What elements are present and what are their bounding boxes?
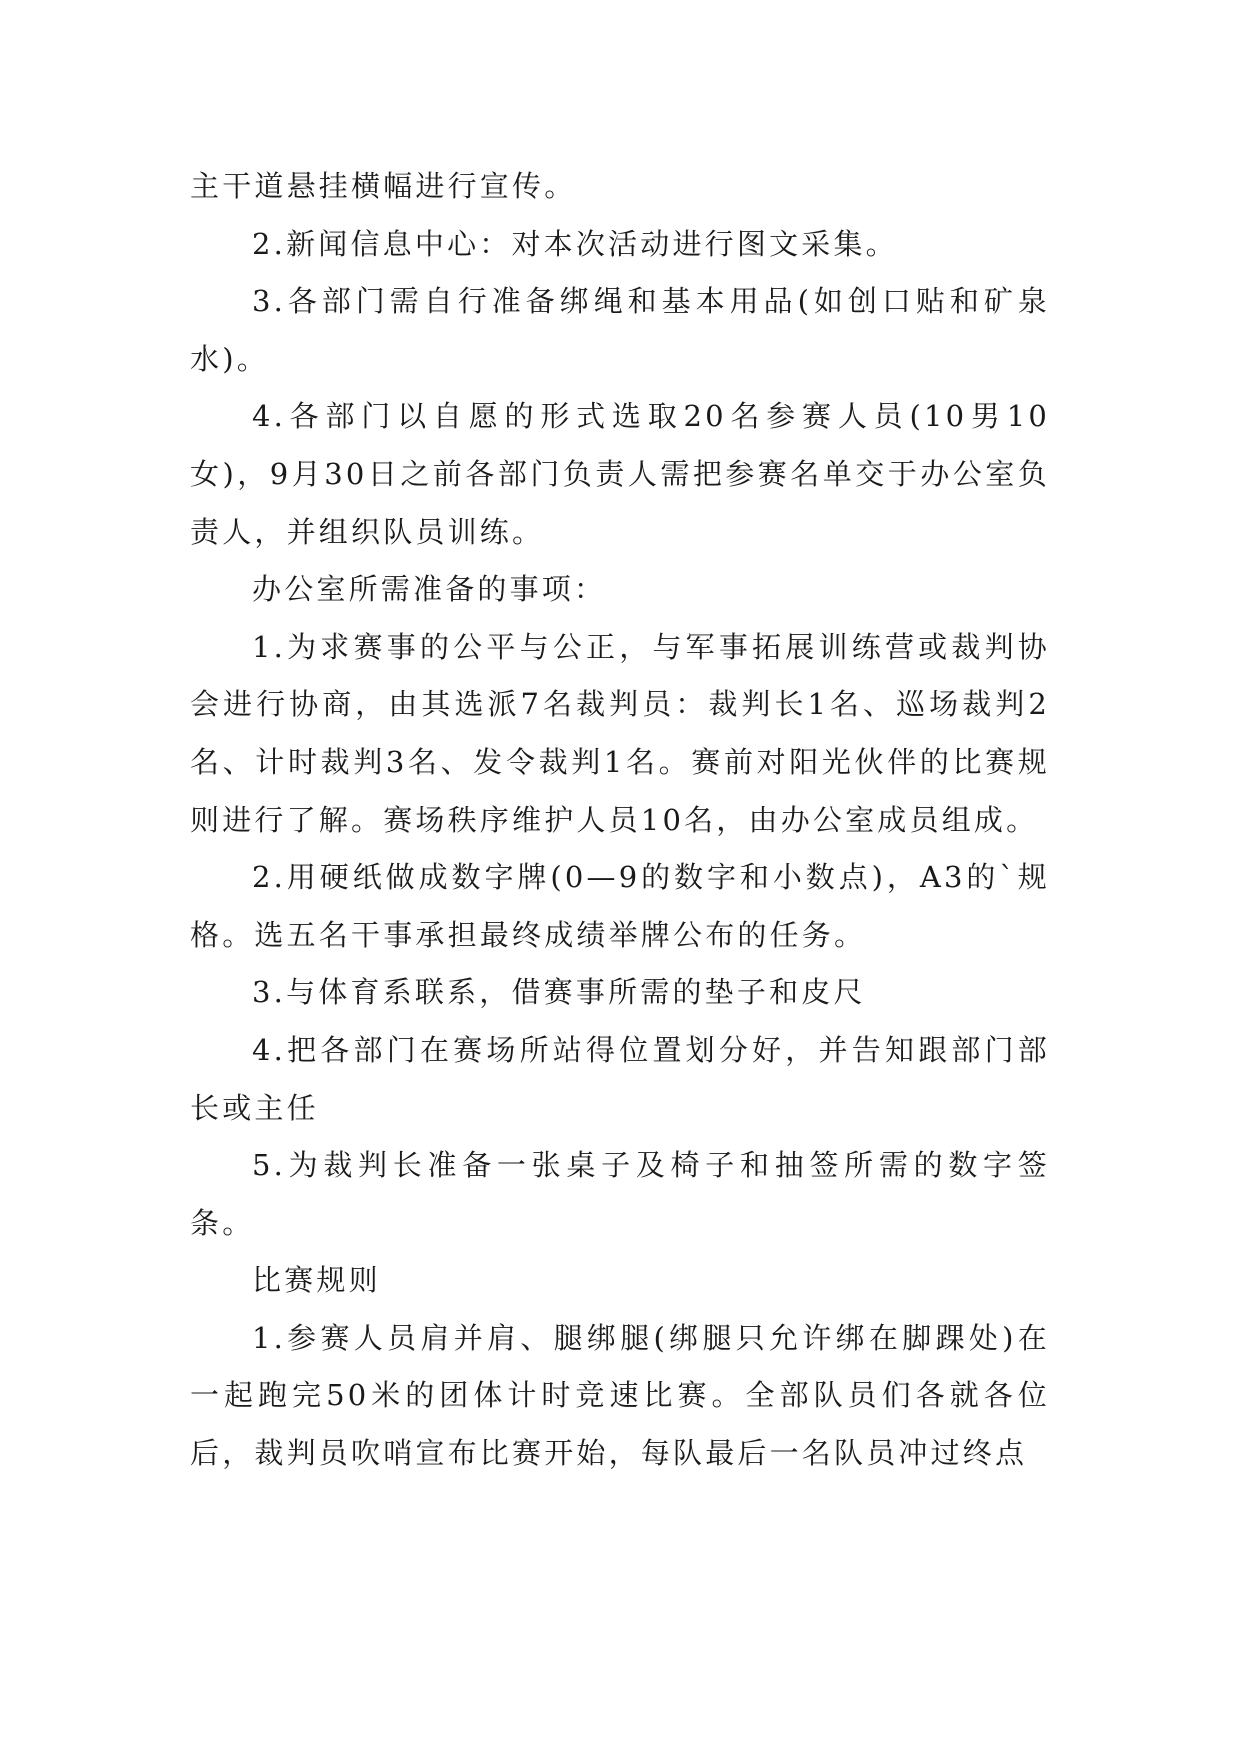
paragraph-7: 2.用硬纸做成数字牌(0—9的数字和小数点)，A3的`规格。选五名干事承担最终成绩举牌公布的任务。 — [190, 860, 1050, 952]
paragraph-4: 4.各部门以自愿的形式选取20名参赛人员(10男10女)，9月30日之前各部门负责人需把参赛名单交于办公室负责人，并组织队员训练。 — [190, 399, 1050, 549]
section-heading-office-prep: 办公室所需准备的事项： — [252, 572, 607, 607]
paragraph-3: 3.各部门需自行准备绑绳和基本用品(如创口贴和矿泉水)。 — [190, 284, 1050, 376]
paragraph-1: 主干道悬挂横幅进行宣传。 — [190, 169, 577, 203]
paragraph-8: 3.与体育系联系，借赛事所需的垫子和皮尺 — [252, 975, 866, 1010]
section-heading-rules: 比赛规则 — [252, 1263, 381, 1298]
paragraph-6: 1.为求赛事的公平与公正，与军事拓展训练营或裁判协会进行协商，由其选派7名裁判员：裁判长1名、巡场裁判2名、计时裁判3名、发令裁判1名。赛前对阳光伙伴的比赛规则进行了解。赛场秩序维护人员10名，由办公室成员组成。 — [190, 629, 1050, 837]
document-page — [190, 158, 1050, 1483]
paragraph-9: 4.把各部门在赛场所站得位置划分好，并告知跟部门部长或主任 — [190, 1032, 1050, 1125]
paragraph-10: 5.为裁判长准备一张桌子及椅子和抽签所需的数字签条。 — [190, 1148, 1050, 1240]
paragraph-2: 2.新闻信息中心：对本次活动进行图文采集。 — [252, 226, 898, 261]
paragraph-12: 1.参赛人员肩并肩、腿绑腿(绑腿只允许绑在脚踝处)在一起跑完50米的团体计时竞速比赛。全部队员们各就各位后，裁判员吹哨宣布比赛开始，每队最后一名队员冲过终点 — [190, 1320, 1050, 1471]
